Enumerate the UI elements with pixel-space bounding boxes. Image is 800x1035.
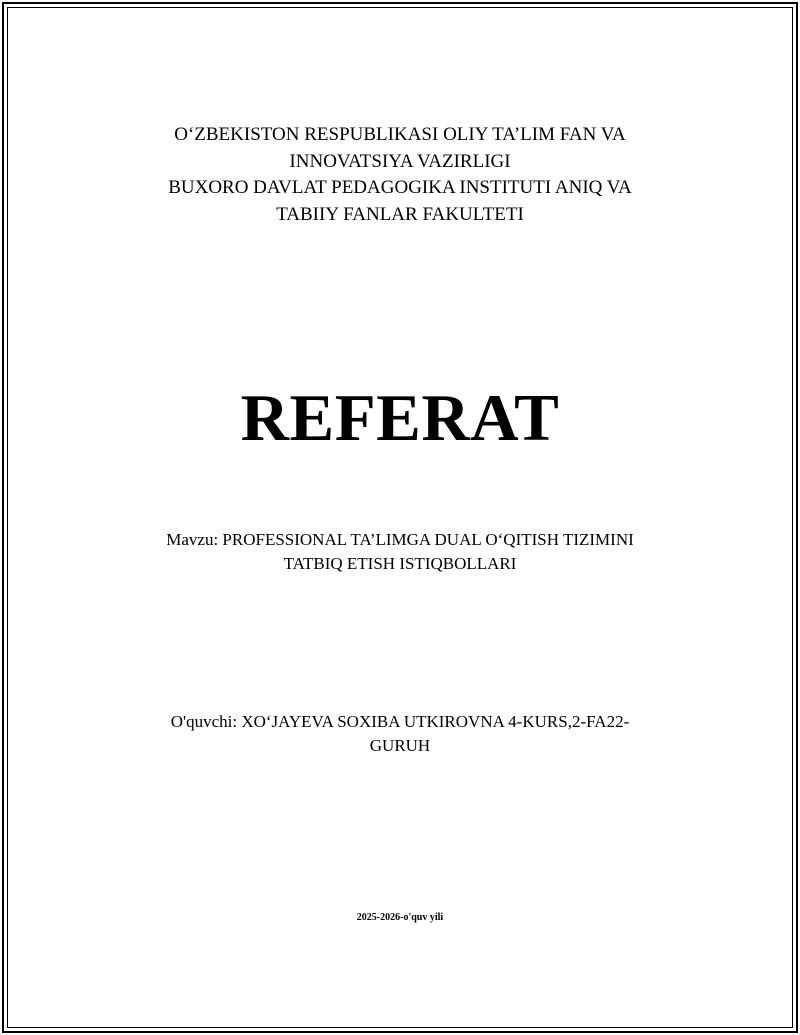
academic-year: 2025-2026-o'quv yili <box>356 912 444 923</box>
header-line-1: O‘ZBEKISTON RESPUBLIKASI OLIY TA’LIM FAN VA <box>174 124 626 145</box>
student-line-1: O'quvchi: XO‘JAYEVA SOXIBA UTKIROVNA 4-KURS,2-FA22- <box>170 712 630 731</box>
topic-block <box>0 528 800 576</box>
header-line-4: TABIIY FANLAR FAKULTETI <box>276 203 524 225</box>
student-block <box>0 710 800 758</box>
header-line-3: BUXORO DAVLAT PEDAGOGIKA INSTITUTI ANIQ VA <box>168 177 632 198</box>
header-line-2: INNOVATSIYA VAZIRLIGI <box>289 150 511 172</box>
document-title: REFERAT <box>240 381 560 455</box>
institution-header <box>0 122 800 228</box>
topic-line-2: TATBIQ ETISH ISTIQBOLLARI <box>283 554 517 573</box>
topic-line-1: Mavzu: PROFESSIONAL TA’LIMGA DUAL O‘QITISH TIZIMINI <box>166 530 634 549</box>
student-line-2: GURUH <box>369 736 431 755</box>
